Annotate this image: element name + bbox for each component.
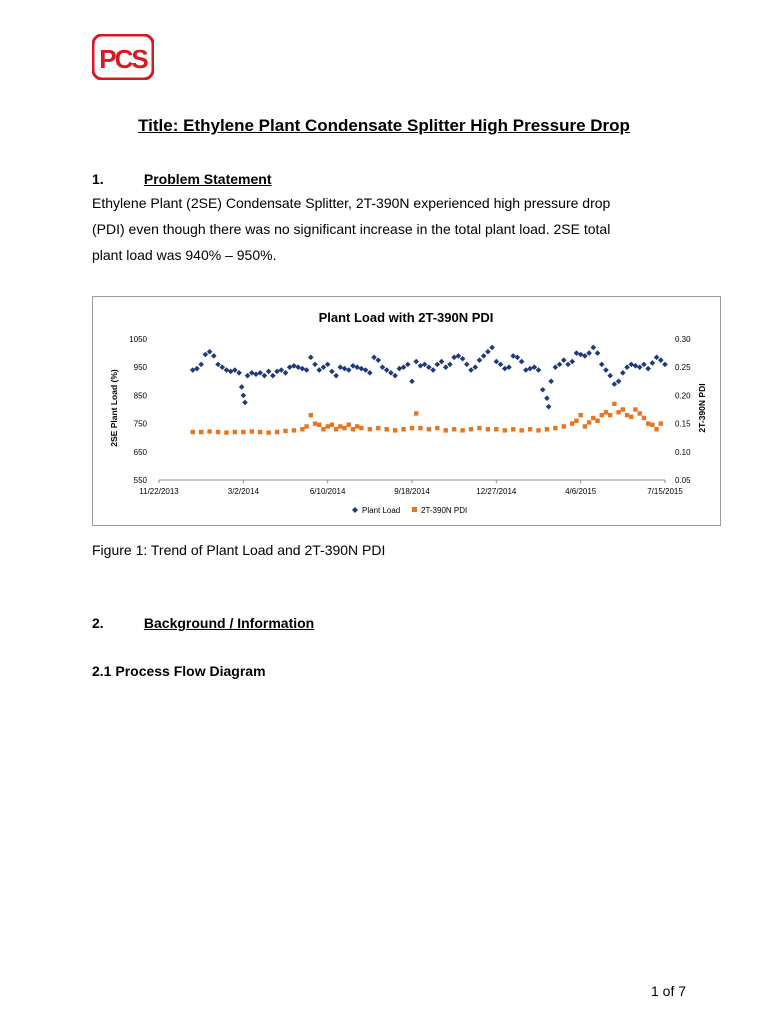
plant-load-point bbox=[430, 367, 436, 373]
plant-load-point bbox=[586, 350, 592, 356]
legend-pdi-label: 2T-390N PDI bbox=[421, 506, 468, 515]
x-tick-label: 11/22/2013 bbox=[139, 487, 179, 496]
plant-load-point bbox=[346, 367, 352, 373]
pdi-point bbox=[553, 426, 557, 430]
plant-load-point bbox=[451, 355, 457, 361]
pdi-point bbox=[503, 428, 507, 432]
plant-load-point bbox=[443, 364, 449, 370]
pdi-point bbox=[595, 419, 599, 423]
plant-load-point bbox=[274, 369, 280, 375]
pdi-point bbox=[342, 426, 346, 430]
pdi-point bbox=[616, 410, 620, 414]
pdi-point bbox=[313, 421, 317, 425]
pdi-point bbox=[570, 421, 574, 425]
y-tick-label: 750 bbox=[133, 419, 147, 429]
pdi-point bbox=[587, 420, 591, 424]
pdi-point bbox=[309, 413, 313, 417]
y2-tick-label: 0.20 bbox=[675, 391, 691, 401]
pdi-point bbox=[347, 423, 351, 427]
plant-load-point bbox=[510, 353, 516, 359]
pdi-point bbox=[368, 427, 372, 431]
plant-load-point bbox=[207, 349, 213, 355]
x-tick-label: 4/6/2015 bbox=[565, 487, 597, 496]
pdi-point bbox=[435, 426, 439, 430]
plant-load-point bbox=[477, 357, 483, 363]
pdi-point bbox=[574, 419, 578, 423]
pdi-point bbox=[317, 423, 321, 427]
plant-load-point bbox=[375, 357, 381, 363]
plant-load-point bbox=[312, 362, 318, 368]
y2-tick-label: 0.15 bbox=[675, 419, 691, 429]
plant-load-point bbox=[616, 379, 622, 385]
chart-frame bbox=[92, 296, 721, 526]
pdi-point bbox=[578, 413, 582, 417]
plant-load-point bbox=[527, 366, 533, 372]
plant-load-point bbox=[367, 370, 373, 376]
plant-load-point bbox=[654, 355, 660, 361]
plant-load-point bbox=[546, 404, 552, 410]
x-tick-label: 12/27/2014 bbox=[476, 487, 517, 496]
plant-load-point bbox=[239, 384, 245, 390]
section-1-number: 1. bbox=[92, 171, 104, 187]
plant-load-point bbox=[316, 367, 322, 373]
pdi-point bbox=[401, 427, 405, 431]
plant-load-point bbox=[523, 367, 529, 373]
plant-load-point bbox=[249, 370, 255, 376]
subsection-heading: 2.1 Process Flow Diagram bbox=[92, 663, 266, 679]
pdi-point bbox=[250, 429, 254, 433]
paragraph-line: Ethylene Plant (2SE) Condensate Splitter, 2T-390N experienced high pressure drop bbox=[92, 195, 611, 211]
plant-load-point bbox=[266, 369, 272, 375]
pdi-point bbox=[642, 416, 646, 420]
plant-load-point bbox=[607, 373, 613, 379]
plant-load-point bbox=[599, 362, 605, 368]
plant-load-point bbox=[565, 362, 571, 368]
pdi-point bbox=[562, 424, 566, 428]
plant-load-point bbox=[620, 370, 626, 376]
pdi-point bbox=[545, 427, 549, 431]
pdi-point bbox=[633, 407, 637, 411]
x-tick-label: 3/2/2014 bbox=[227, 487, 259, 496]
plant-load-point bbox=[456, 353, 462, 359]
plant-load-point bbox=[502, 366, 508, 372]
plant-load-point bbox=[245, 373, 251, 379]
pdi-point bbox=[646, 421, 650, 425]
pdi-point bbox=[625, 413, 629, 417]
y-tick-label: 650 bbox=[133, 447, 147, 457]
plant-load-point bbox=[418, 363, 424, 369]
figure-caption: Figure 1: Trend of Plant Load and 2T-390N PDI bbox=[92, 542, 386, 558]
plant-load-point bbox=[494, 359, 500, 365]
plant-load-point bbox=[591, 345, 597, 351]
pcs-logo bbox=[92, 34, 154, 80]
plant-load-point bbox=[253, 371, 259, 377]
plant-load-point bbox=[472, 364, 478, 370]
pdi-point bbox=[283, 429, 287, 433]
plant-load-point bbox=[354, 364, 360, 370]
plant-load-point bbox=[540, 387, 546, 393]
pdi-point bbox=[300, 427, 304, 431]
x-tick-label: 6/10/2014 bbox=[309, 487, 346, 496]
plant-load-point bbox=[190, 367, 196, 373]
pdi-point bbox=[334, 427, 338, 431]
pdi-point bbox=[338, 424, 342, 428]
plant-load-point bbox=[257, 370, 263, 376]
plant-load-point bbox=[211, 353, 217, 359]
plant-load-point bbox=[397, 366, 403, 372]
plant-load-point bbox=[325, 362, 331, 368]
y2-tick-label: 0.30 bbox=[675, 335, 691, 344]
page-number: 1 of 7 bbox=[651, 983, 687, 999]
y2-axis-label: 2T-390N PDI bbox=[697, 383, 707, 433]
pdi-point bbox=[444, 428, 448, 432]
pdi-point bbox=[650, 423, 654, 427]
legend-pdi-marker bbox=[412, 507, 417, 512]
plant-load-point bbox=[460, 356, 466, 362]
plant-load-point bbox=[262, 373, 268, 379]
plant-load-point bbox=[439, 359, 445, 365]
section-1-heading bbox=[92, 171, 271, 187]
plant-load-point bbox=[388, 370, 394, 376]
plant-load-point bbox=[662, 362, 668, 368]
plant-load-point bbox=[515, 355, 521, 361]
pdi-point bbox=[376, 426, 380, 430]
plant-load-point bbox=[413, 359, 419, 365]
pdi-point bbox=[427, 427, 431, 431]
pdi-point bbox=[659, 421, 663, 425]
plant-load-point bbox=[321, 364, 327, 370]
pdi-point bbox=[393, 428, 397, 432]
plant-load-point bbox=[612, 381, 618, 387]
plant-load-point bbox=[561, 357, 567, 363]
plant-load-point bbox=[283, 370, 289, 376]
pdi-point bbox=[224, 430, 228, 434]
plant-load-point bbox=[401, 364, 407, 370]
section-2-number: 2. bbox=[92, 615, 104, 631]
pdi-point bbox=[414, 411, 418, 415]
pdi-point bbox=[591, 416, 595, 420]
section-2-heading bbox=[92, 615, 314, 631]
pdi-point bbox=[359, 426, 363, 430]
pdi-point bbox=[241, 430, 245, 434]
pdi-point bbox=[654, 427, 658, 431]
section-1-title: Problem Statement bbox=[143, 171, 272, 187]
y-tick-label: 850 bbox=[133, 391, 147, 401]
plant-load-point bbox=[350, 363, 356, 369]
plant-load-point bbox=[447, 362, 453, 368]
section-2-title: Background / Information bbox=[143, 615, 315, 631]
chart-legend bbox=[352, 506, 467, 515]
plant-load-point bbox=[422, 362, 428, 368]
plant-load-point bbox=[228, 369, 234, 375]
pdi-point bbox=[207, 429, 211, 433]
pdi-point bbox=[536, 428, 540, 432]
plant-load-point bbox=[295, 364, 301, 370]
plant-load-point bbox=[468, 367, 474, 373]
plant-load-point bbox=[650, 360, 656, 366]
plant-load-point bbox=[578, 352, 584, 358]
legend-plant-load-marker bbox=[352, 507, 358, 513]
plant-load-point bbox=[426, 364, 432, 370]
pdi-point bbox=[216, 430, 220, 434]
paragraph-line: plant load was 940% – 950%. bbox=[92, 247, 277, 263]
plant-load-point bbox=[574, 350, 580, 356]
plant-load-point bbox=[371, 355, 377, 361]
pdi-point bbox=[191, 430, 195, 434]
plant-load-point bbox=[624, 364, 630, 370]
plant-load-point bbox=[333, 373, 339, 379]
pdi-point bbox=[477, 426, 481, 430]
plant-load-point bbox=[628, 362, 634, 368]
plant-load-point bbox=[603, 367, 609, 373]
plant-load-point bbox=[506, 364, 512, 370]
plant-load-point bbox=[489, 345, 495, 351]
pdi-point bbox=[460, 428, 464, 432]
plant-load-point bbox=[481, 353, 487, 359]
chart-series bbox=[190, 345, 668, 435]
pdi-point bbox=[600, 413, 604, 417]
plant-load-chart bbox=[93, 297, 720, 525]
plant-load-point bbox=[363, 367, 369, 373]
plant-load-point bbox=[531, 364, 537, 370]
y2-tick-label: 0.05 bbox=[675, 476, 691, 485]
plant-load-point bbox=[485, 349, 491, 355]
pdi-point bbox=[275, 430, 279, 434]
plant-load-point bbox=[203, 352, 209, 358]
pdi-point bbox=[266, 430, 270, 434]
plant-load-point bbox=[553, 364, 559, 370]
pdi-point bbox=[385, 427, 389, 431]
pdi-point bbox=[304, 424, 308, 428]
plant-load-point bbox=[464, 362, 470, 368]
plant-load-point bbox=[338, 364, 344, 370]
x-tick-label: 7/15/2015 bbox=[647, 487, 683, 496]
plant-load-point bbox=[548, 379, 554, 385]
pdi-point bbox=[330, 423, 334, 427]
plant-load-point bbox=[384, 367, 390, 373]
pdi-point bbox=[469, 427, 473, 431]
plant-load-point bbox=[291, 363, 297, 369]
pdi-point bbox=[604, 410, 608, 414]
plant-load-point bbox=[392, 373, 398, 379]
plant-load-point bbox=[519, 359, 525, 365]
problem-statement-paragraph bbox=[92, 190, 672, 268]
plant-load-point bbox=[236, 370, 242, 376]
plant-load-point bbox=[359, 366, 365, 372]
pdi-point bbox=[351, 427, 355, 431]
plant-load-point bbox=[409, 379, 415, 385]
plant-load-point bbox=[582, 353, 588, 359]
plant-load-point bbox=[637, 364, 643, 370]
plant-load-point bbox=[645, 366, 651, 372]
plant-load-point bbox=[633, 363, 639, 369]
plant-load-point bbox=[435, 362, 441, 368]
paragraph-line: (PDI) even though there was no significant increase in the total plant load. 2SE total bbox=[92, 221, 611, 237]
pdi-point bbox=[638, 411, 642, 415]
plant-load-point bbox=[569, 359, 575, 365]
y2-tick-label: 0.25 bbox=[675, 363, 691, 373]
chart-title: Plant Load with 2T-390N PDI bbox=[318, 310, 494, 325]
pdi-point bbox=[608, 413, 612, 417]
plant-load-point bbox=[287, 364, 293, 370]
plant-load-point bbox=[557, 362, 563, 368]
plant-load-point bbox=[641, 362, 647, 368]
svg-text:PCS: PCS bbox=[99, 44, 147, 74]
y-axis-label: 2SE Plant Load (%) bbox=[109, 369, 119, 447]
plant-load-point bbox=[544, 395, 550, 401]
plant-load-point bbox=[232, 367, 238, 373]
pdi-point bbox=[511, 427, 515, 431]
plant-load-point bbox=[198, 362, 204, 368]
plant-load-point bbox=[224, 367, 230, 373]
y2-tick-label: 0.10 bbox=[675, 447, 691, 457]
pdi-point bbox=[321, 427, 325, 431]
plant-load-point bbox=[498, 362, 504, 368]
plant-load-point bbox=[242, 400, 248, 406]
y-tick-label: 950 bbox=[133, 363, 147, 373]
pdi-point bbox=[199, 430, 203, 434]
plant-load-point bbox=[595, 350, 601, 356]
pdi-point bbox=[612, 402, 616, 406]
x-tick-label: 9/18/2014 bbox=[394, 487, 430, 496]
pdi-point bbox=[486, 427, 490, 431]
plant-load-point bbox=[219, 364, 225, 370]
pdi-point bbox=[621, 407, 625, 411]
pdi-point bbox=[410, 426, 414, 430]
pdi-point bbox=[233, 430, 237, 434]
pdi-point bbox=[258, 430, 262, 434]
y-tick-label: 1050 bbox=[129, 335, 147, 344]
plant-load-point bbox=[270, 373, 276, 379]
pdi-point bbox=[629, 415, 633, 419]
plant-load-point bbox=[194, 366, 200, 372]
pdi-point bbox=[528, 427, 532, 431]
pdi-point bbox=[325, 424, 329, 428]
legend-plant-load-label: Plant Load bbox=[362, 506, 401, 515]
pdi-point bbox=[355, 424, 359, 428]
plant-load-point bbox=[380, 364, 386, 370]
chart-axes bbox=[129, 335, 691, 496]
y-tick-label: 550 bbox=[133, 476, 147, 485]
pdi-point bbox=[494, 427, 498, 431]
pdi-point bbox=[418, 426, 422, 430]
document-title: Title: Ethylene Plant Condensate Splitter High Pressure Drop bbox=[138, 116, 630, 135]
pdi-point bbox=[519, 428, 523, 432]
plant-load-point bbox=[278, 367, 284, 373]
pdi-point bbox=[583, 424, 587, 428]
plant-load-point bbox=[342, 366, 348, 372]
plant-load-point bbox=[215, 362, 221, 368]
pdi-point bbox=[292, 428, 296, 432]
plant-load-point bbox=[304, 367, 310, 373]
plant-load-point bbox=[308, 355, 314, 361]
plant-load-point bbox=[241, 393, 247, 399]
plant-load-point bbox=[658, 357, 664, 363]
plant-load-point bbox=[329, 369, 335, 375]
plant-load-point bbox=[300, 366, 306, 372]
pdi-point bbox=[452, 427, 456, 431]
plant-load-point bbox=[405, 362, 411, 368]
plant-load-point bbox=[536, 367, 542, 373]
